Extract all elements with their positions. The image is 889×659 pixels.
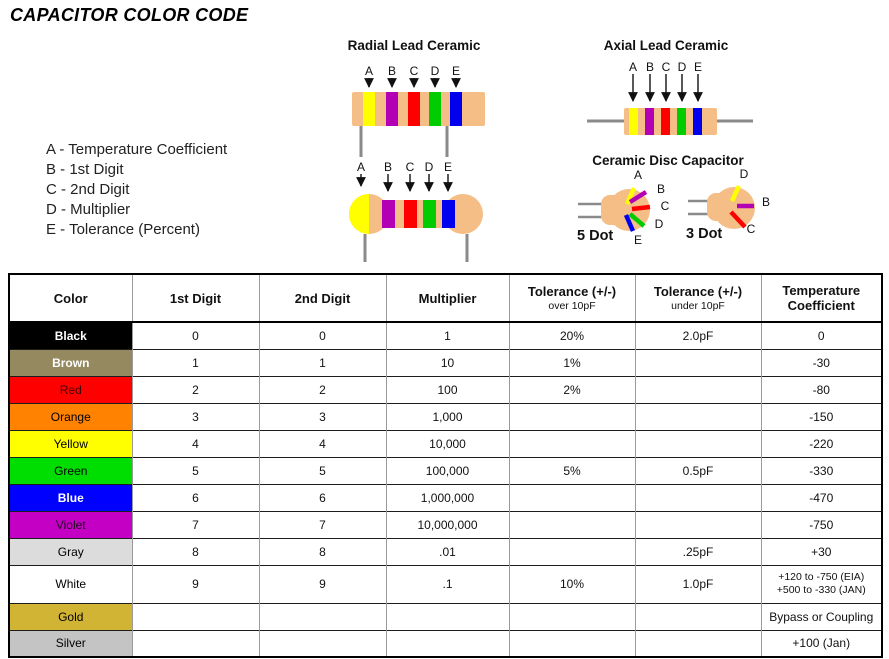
disc-capacitor-5dot — [578, 188, 650, 231]
color-swatch: Red — [9, 376, 132, 403]
header-temp-coefficient: Temperature Coefficient — [761, 274, 882, 322]
dipped-end-cap-a — [349, 194, 369, 234]
dipped-label-e: E — [443, 160, 453, 174]
axial-band-b — [645, 108, 654, 135]
cell-1st-digit: 9 — [132, 565, 259, 603]
cell-tolerance-under — [635, 403, 761, 430]
axial-label-c: C — [661, 60, 671, 74]
cell-multiplier — [386, 630, 509, 657]
cell-1st-digit: 6 — [132, 484, 259, 511]
cell-temp-coefficient: 0 — [761, 322, 882, 349]
row-red — [9, 376, 882, 403]
cell-tolerance-over — [509, 511, 635, 538]
cell-tolerance-under — [635, 376, 761, 403]
cell-2nd-digit: 0 — [259, 322, 386, 349]
disc-capacitor-3dot — [688, 186, 755, 229]
row-white — [9, 565, 882, 603]
row-violet — [9, 511, 882, 538]
color-swatch: Gray — [9, 538, 132, 565]
cell-2nd-digit: 9 — [259, 565, 386, 603]
legend-item-e: E - Tolerance (Percent) — [46, 221, 200, 238]
cell-temp-coefficient: -150 — [761, 403, 882, 430]
header-2nd-digit: 2nd Digit — [259, 274, 386, 322]
cell-tolerance-over: 10% — [509, 565, 635, 603]
color-swatch: Blue — [9, 484, 132, 511]
disc-diagram-title: Ceramic Disc Capacitor — [592, 153, 744, 168]
dipped-label-d: D — [424, 160, 434, 174]
color-swatch: Silver — [9, 630, 132, 657]
color-swatch: Brown — [9, 349, 132, 376]
cell-temp-coefficient: -80 — [761, 376, 882, 403]
cell-2nd-digit: 4 — [259, 430, 386, 457]
cell-tolerance-over — [509, 630, 635, 657]
axial-band-c — [661, 108, 670, 135]
radial-label-c: C — [409, 64, 419, 78]
cell-tolerance-under — [635, 484, 761, 511]
cell-1st-digit: 7 — [132, 511, 259, 538]
color-swatch: Green — [9, 457, 132, 484]
cell-2nd-digit: 5 — [259, 457, 386, 484]
cell-multiplier: 1,000 — [386, 403, 509, 430]
axial-capacitor — [587, 74, 753, 135]
cell-2nd-digit: 7 — [259, 511, 386, 538]
axial-label-d: D — [677, 60, 687, 74]
header-tolerance-over: Tolerance (+/-) over 10pF — [509, 274, 635, 322]
row-black — [9, 322, 882, 349]
dipped-capacitor — [349, 174, 483, 262]
cell-multiplier: 1 — [386, 322, 509, 349]
disc5-mark-c — [632, 207, 650, 209]
cell-tolerance-under: 2.0pF — [635, 322, 761, 349]
cell-2nd-digit: 2 — [259, 376, 386, 403]
radial-band-c — [408, 92, 420, 126]
cell-temp-coefficient: -470 — [761, 484, 882, 511]
disc5-label-b: B — [656, 182, 666, 196]
color-swatch: Gold — [9, 603, 132, 630]
header-multiplier: Multiplier — [386, 274, 509, 322]
cell-temp-coefficient: +100 (Jan) — [761, 630, 882, 657]
axial-label-e: E — [693, 60, 703, 74]
cell-tolerance-over: 20% — [509, 322, 635, 349]
header-1st-digit: 1st Digit — [132, 274, 259, 322]
cell-temp-coefficient: +120 to -750 (EIA) +500 to -330 (JAN) — [761, 565, 882, 603]
cell-multiplier: 1,000,000 — [386, 484, 509, 511]
axial-label-a: A — [628, 60, 638, 74]
cell-1st-digit: 8 — [132, 538, 259, 565]
dipped-band-b — [382, 200, 395, 228]
cell-tolerance-over — [509, 538, 635, 565]
cell-tolerance-over: 1% — [509, 349, 635, 376]
disc5-label-d: D — [654, 217, 664, 231]
cell-temp-coefficient: +30 — [761, 538, 882, 565]
cell-1st-digit: 1 — [132, 349, 259, 376]
cell-multiplier: 10,000,000 — [386, 511, 509, 538]
cell-tolerance-under — [635, 349, 761, 376]
row-green — [9, 457, 882, 484]
cell-multiplier: .01 — [386, 538, 509, 565]
cell-tolerance-under: 1.0pF — [635, 565, 761, 603]
row-yellow — [9, 430, 882, 457]
cell-tolerance-over — [509, 484, 635, 511]
row-gray — [9, 538, 882, 565]
cell-multiplier: 100,000 — [386, 457, 509, 484]
color-swatch: White — [9, 565, 132, 603]
radial-label-d: D — [430, 64, 440, 78]
cell-1st-digit: 0 — [132, 322, 259, 349]
disc5-label-a: A — [633, 168, 643, 182]
cell-tolerance-over: 5% — [509, 457, 635, 484]
cell-tolerance-over — [509, 430, 635, 457]
cell-temp-coefficient: Bypass or Coupling — [761, 603, 882, 630]
cell-1st-digit — [132, 630, 259, 657]
color-swatch: Black — [9, 322, 132, 349]
radial-arrows — [369, 78, 456, 87]
radial-capacitor — [352, 78, 485, 157]
radial-band-e — [450, 92, 462, 126]
axial-label-b: B — [645, 60, 655, 74]
row-brown — [9, 349, 882, 376]
cell-1st-digit: 5 — [132, 457, 259, 484]
row-silver — [9, 630, 882, 657]
cell-multiplier — [386, 603, 509, 630]
table-header-row — [9, 274, 882, 322]
cell-tolerance-under: 0.5pF — [635, 457, 761, 484]
cell-1st-digit: 3 — [132, 403, 259, 430]
cell-tolerance-over — [509, 603, 635, 630]
five-dot-caption: 5 Dot — [577, 228, 614, 244]
cell-multiplier: 10,000 — [386, 430, 509, 457]
legend-item-a: A - Temperature Coefficient — [46, 141, 228, 158]
color-swatch: Orange — [9, 403, 132, 430]
cell-2nd-digit: 3 — [259, 403, 386, 430]
color-code-table — [8, 273, 883, 658]
cell-temp-coefficient: -30 — [761, 349, 882, 376]
cell-tolerance-over: 2% — [509, 376, 635, 403]
row-orange — [9, 403, 882, 430]
radial-diagram-title: Radial Lead Ceramic — [347, 38, 481, 53]
dipped-band-e — [442, 200, 455, 228]
cell-2nd-digit — [259, 630, 386, 657]
dipped-label-a: A — [356, 160, 366, 174]
radial-label-a: A — [364, 64, 374, 78]
cell-temp-coefficient: -220 — [761, 430, 882, 457]
color-swatch: Yellow — [9, 430, 132, 457]
disc3-label-b: B — [761, 195, 771, 209]
disc3-label-c: C — [746, 222, 756, 236]
legend-item-b: B - 1st Digit — [46, 161, 124, 178]
cell-tolerance-under — [635, 603, 761, 630]
axial-band-d — [677, 108, 686, 135]
radial-band-b — [386, 92, 398, 126]
cell-multiplier: .1 — [386, 565, 509, 603]
cell-tolerance-under — [635, 630, 761, 657]
radial-label-e: E — [451, 64, 461, 78]
cell-1st-digit — [132, 603, 259, 630]
radial-band-d — [429, 92, 441, 126]
cell-2nd-digit: 1 — [259, 349, 386, 376]
row-blue — [9, 484, 882, 511]
cell-tolerance-under — [635, 430, 761, 457]
cell-temp-coefficient: -330 — [761, 457, 882, 484]
dipped-label-b: B — [383, 160, 393, 174]
axial-diagram-title: Axial Lead Ceramic — [603, 38, 729, 53]
axial-band-e — [693, 108, 702, 135]
cell-2nd-digit: 8 — [259, 538, 386, 565]
dipped-label-c: C — [405, 160, 415, 174]
radial-band-a — [363, 92, 375, 126]
radial-label-b: B — [387, 64, 397, 78]
cell-multiplier: 10 — [386, 349, 509, 376]
cell-temp-coefficient: -750 — [761, 511, 882, 538]
dipped-band-c — [404, 200, 417, 228]
three-dot-caption: 3 Dot — [686, 226, 723, 242]
row-gold — [9, 603, 882, 630]
cell-tolerance-under — [635, 511, 761, 538]
cell-multiplier: 100 — [386, 376, 509, 403]
cell-tolerance-over — [509, 403, 635, 430]
disc5-label-e: E — [633, 233, 643, 247]
dipped-arrows — [361, 174, 448, 191]
dipped-band-d — [423, 200, 436, 228]
legend-item-c: C - 2nd Digit — [46, 181, 130, 198]
legend-item-d: D - Multiplier — [46, 201, 131, 218]
header-color: Color — [9, 274, 132, 322]
cell-2nd-digit — [259, 603, 386, 630]
color-swatch: Violet — [9, 511, 132, 538]
cell-1st-digit: 4 — [132, 430, 259, 457]
axial-arrows — [633, 74, 698, 101]
cell-2nd-digit: 6 — [259, 484, 386, 511]
header-tolerance-under: Tolerance (+/-) under 10pF — [635, 274, 761, 322]
axial-band-a — [629, 108, 638, 135]
capacitor-diagrams — [0, 0, 889, 270]
page-title: CAPACITOR COLOR CODE — [10, 5, 249, 25]
disc5-label-c: C — [660, 199, 670, 213]
cell-tolerance-under: .25pF — [635, 538, 761, 565]
cell-1st-digit: 2 — [132, 376, 259, 403]
disc3-label-d: D — [739, 167, 749, 181]
